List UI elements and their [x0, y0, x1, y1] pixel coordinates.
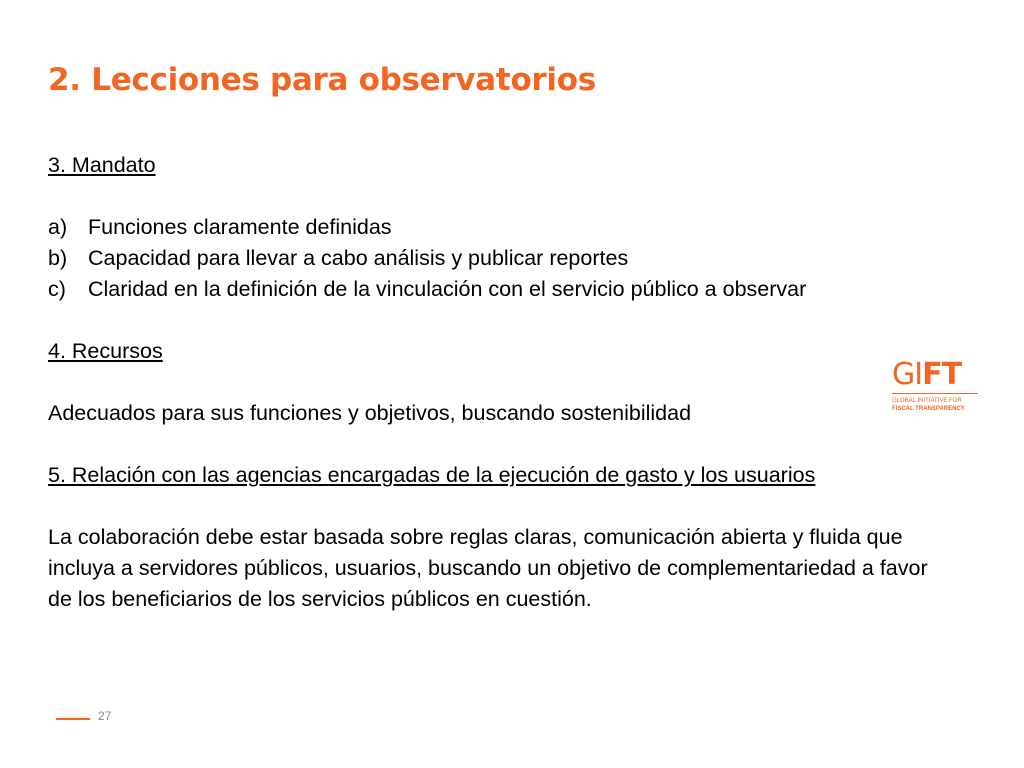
- slide-body: [48, 150, 948, 615]
- page-number: 27: [98, 709, 112, 723]
- spacer: [48, 305, 948, 336]
- logo-tagline-1: GLOBAL INITIATIVE FOR: [892, 398, 962, 404]
- section-5-heading: 5. Relación con las agencias encargadas de la ejecución de gasto y los usuarios: [48, 463, 816, 487]
- section-4-text: Adecuados para sus funciones y objetivos, buscando sostenibilidad: [48, 401, 692, 425]
- spacer: [48, 181, 948, 212]
- section-4-heading: 4. Recursos: [48, 339, 163, 363]
- list-item: [48, 243, 948, 274]
- logo-divider: [892, 393, 978, 394]
- list-marker: c): [48, 277, 66, 301]
- list-item: [48, 212, 948, 243]
- footer-divider: [56, 718, 90, 720]
- logo-wordmark: [892, 357, 982, 392]
- spacer: [48, 367, 948, 398]
- list-item-text: Claridad en la definición de la vinculación con el servicio público a observar: [88, 277, 807, 301]
- list-item: [48, 274, 948, 305]
- logo-tagline-2: FISCAL TRANSPARENCY: [892, 406, 965, 412]
- logo-wordmark-thin: GI: [892, 357, 923, 392]
- list-item-text: Capacidad para llevar a cabo análisis y publicar reportes: [88, 246, 629, 270]
- gift-logo: [892, 357, 982, 420]
- section-3-heading: 3. Mandato: [48, 153, 156, 177]
- spacer: [48, 429, 948, 460]
- list-item-text: Funciones claramente definidas: [88, 215, 392, 239]
- list-marker: b): [48, 246, 68, 270]
- logo-wordmark-bold: FT: [922, 357, 962, 392]
- section-5-text: La colaboración debe estar basada sobre reglas claras, comunicación abierta y fluida que incluya a servidores públicos, usuarios, buscando un objetivo de complementariedad a favor de los beneficiarios de los servicios públicos en cuestión.: [48, 525, 928, 611]
- slide-title: 2. Lecciones para observatorios: [48, 62, 596, 98]
- list-marker: a): [48, 215, 68, 239]
- spacer: [48, 491, 948, 522]
